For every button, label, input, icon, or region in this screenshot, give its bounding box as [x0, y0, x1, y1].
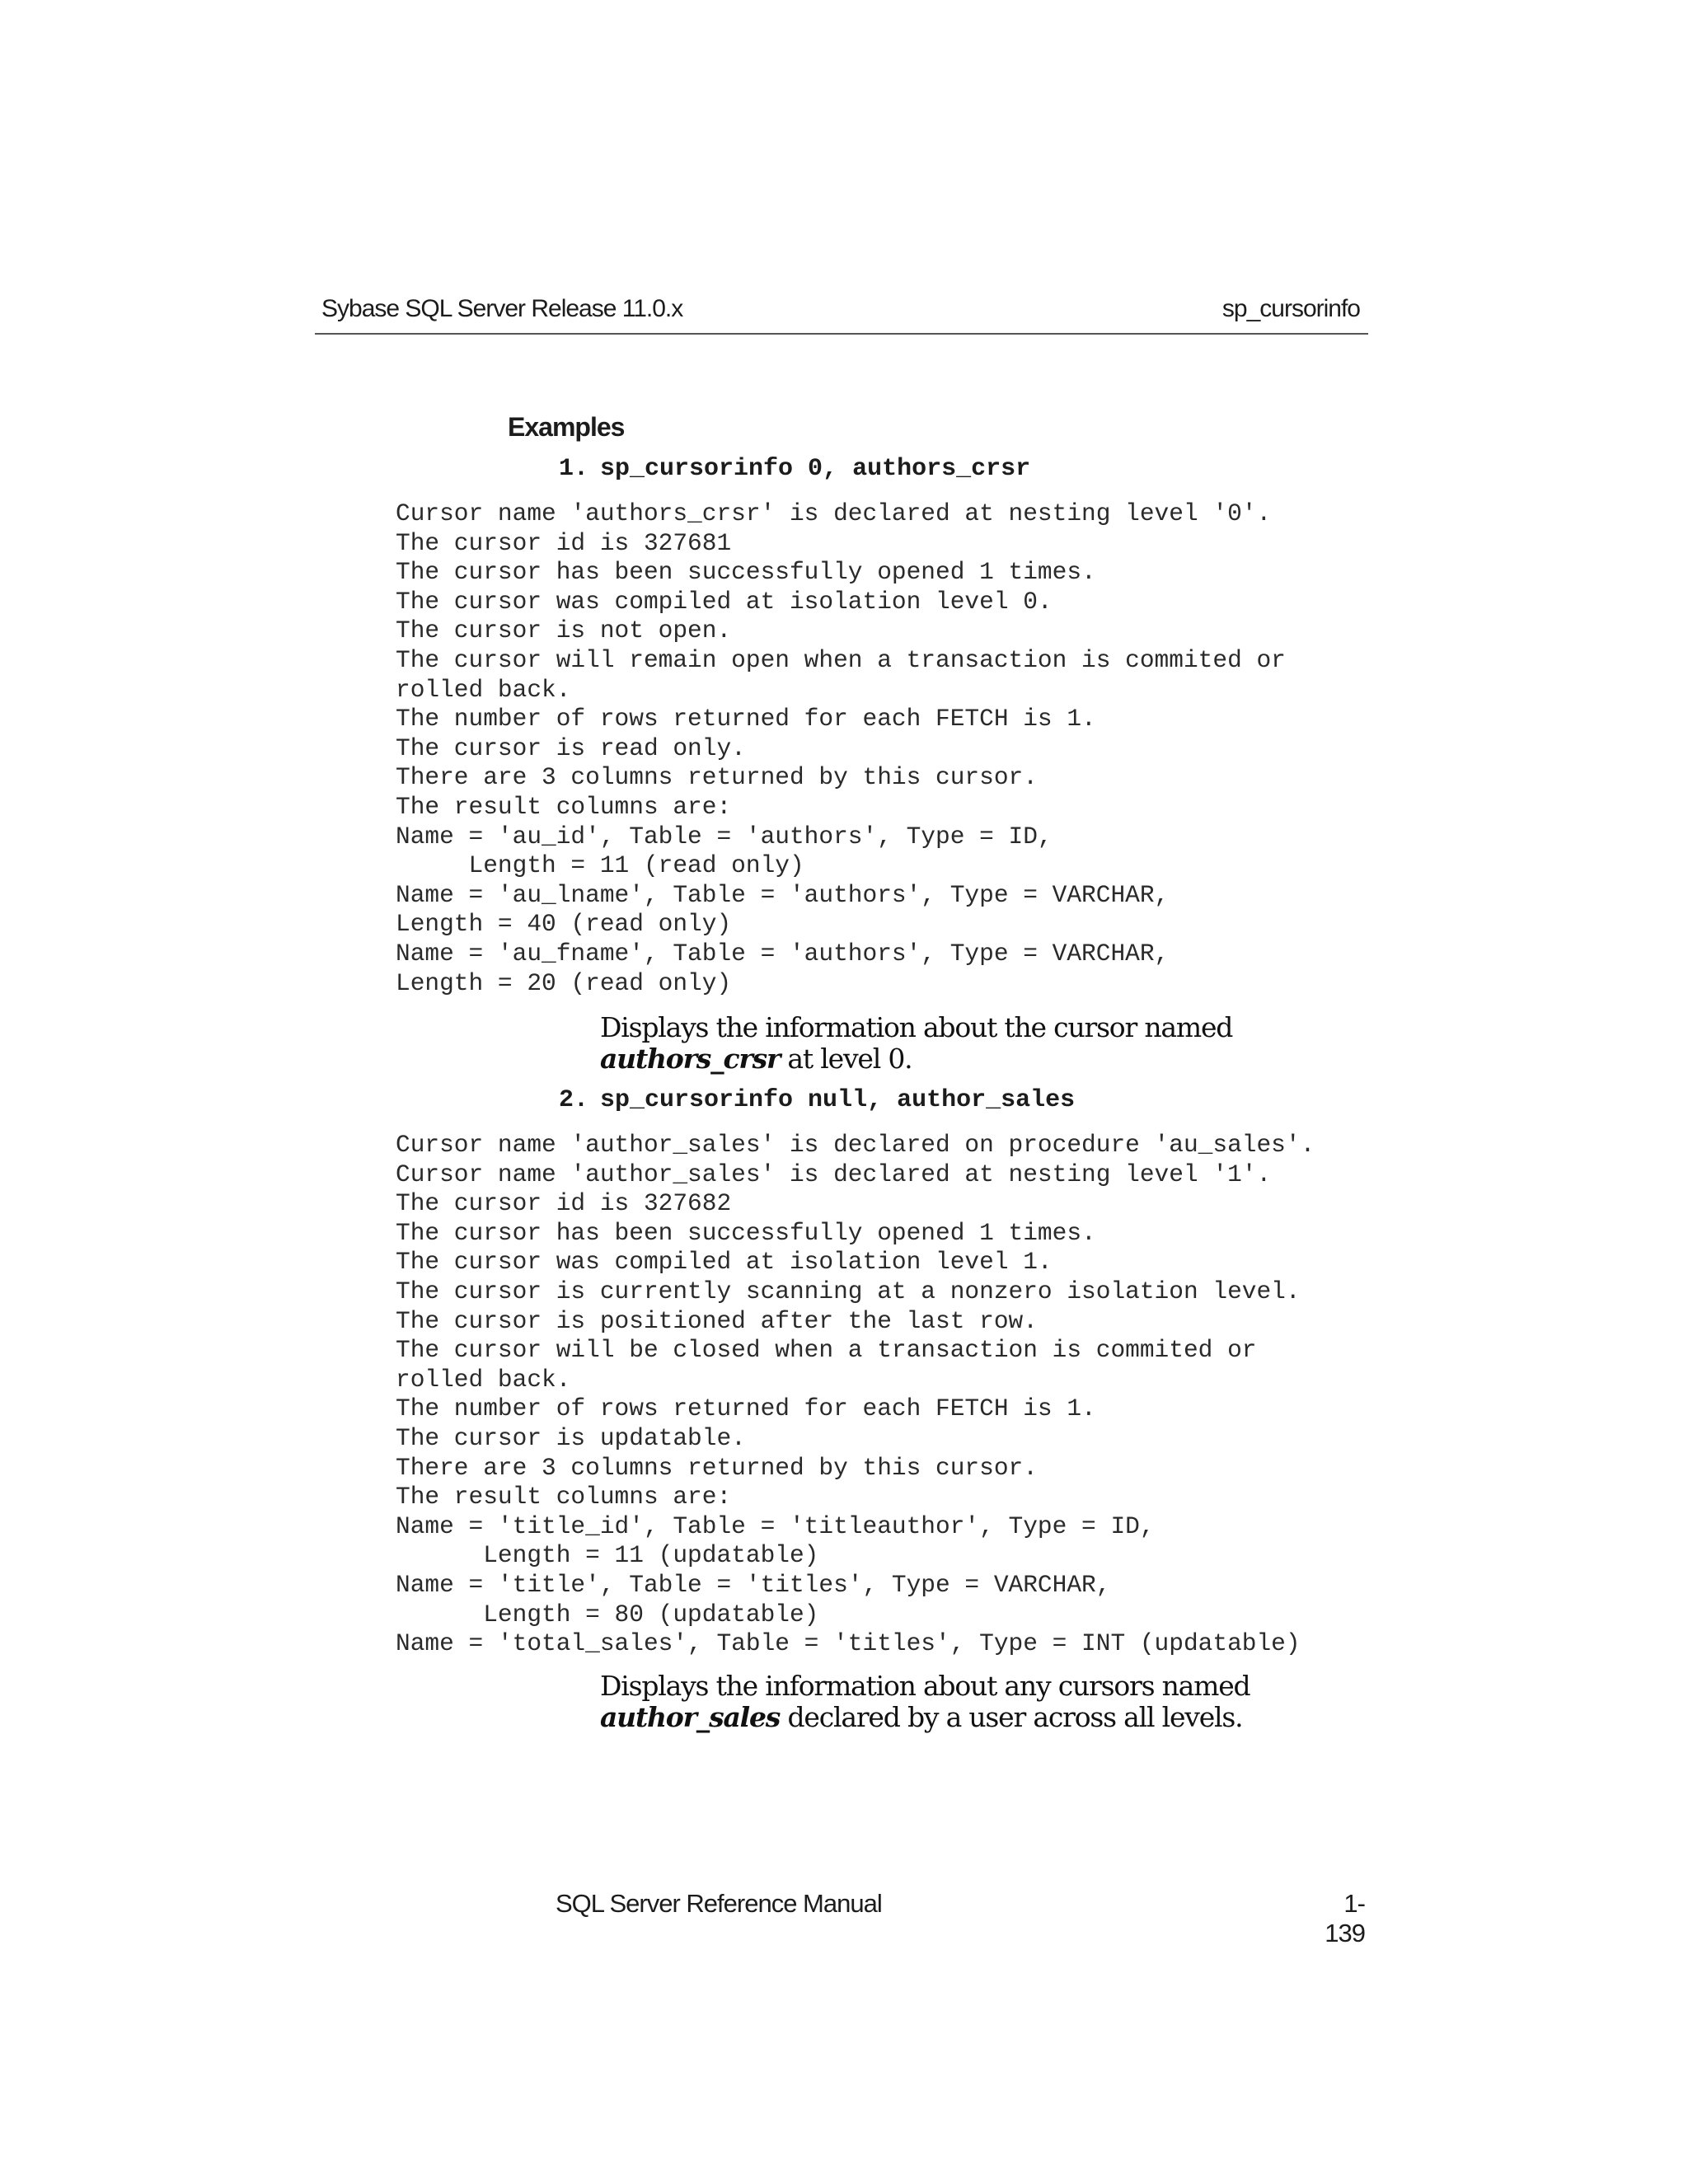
- cursor-name-emphasis: authors_crsr: [600, 1043, 781, 1075]
- command-text: sp_cursorinfo 0, authors_crsr: [600, 455, 1031, 483]
- cursor-name-emphasis: author_sales: [600, 1701, 781, 1733]
- example-1-description: Displays the information about the cursor named authors_crsr at level 0.: [600, 1011, 1233, 1075]
- example-2-command: [559, 1086, 1075, 1114]
- example-number: 1.: [559, 455, 589, 483]
- header-topic-title: sp_cursorinfo: [1221, 295, 1360, 322]
- footer-page-number: 1-139: [1325, 1889, 1365, 1947]
- example-number: 2.: [559, 1086, 589, 1114]
- section-heading: Examples: [508, 412, 625, 442]
- example-2-output: Cursor name 'author_sales' is declared on procedure 'au_sales'. Cursor name 'author_sales' is declared at nesting level '1'. The cursor id is 327682 The cursor has been successfully opened 1 times. The cursor was compiled at isolation level 1. The cursor is currently scanning at a nonzero isolation level. The cursor is positioned after the last row. The cursor will be closed when a transaction is commited or rolled back. The number of rows returned for each FETCH is 1. The cursor is updatable. There are 3 columns returned by this cursor. The result columns are: Name = 'title_id', Table = 'titleauthor', Type = ID, Length = 11 (updatable) Name = 'title', Table = 'titles', Type = VARCHAR, Length = 80 (updatable) Name = 'total_sales', Table = 'titles', Type = INT (updatable): [396, 1131, 1315, 1658]
- example-1-output: Cursor name 'authors_crsr' is declared at nesting level '0'. The cursor id is 327681 The cursor has been successfully opened 1 times. The cursor was compiled at isolation level 0. The cursor is not open. The cursor will remain open when a transaction is commited or rolled back. The number of rows returned for each FETCH is 1. The cursor is read only. There are 3 columns returned by this cursor. The result columns are: Name = 'au_id', Table = 'authors', Type = ID, Length = 11 (read only) Name = 'au_lname', Table = 'authors', Type = VARCHAR, Length = 40 (read only) Name = 'au_fname', Table = 'authors', Type = VARCHAR, Length = 20 (read only): [396, 499, 1286, 997]
- example-2-description: Displays the information about any cursors named author_sales declared by a user across all levels.: [600, 1670, 1250, 1733]
- command-text: sp_cursorinfo null, author_sales: [600, 1086, 1076, 1114]
- footer-manual-title: SQL Server Reference Manual: [556, 1889, 882, 1918]
- header-product-title: Sybase SQL Server Release 11.0.x: [321, 295, 683, 322]
- example-1-command: [559, 455, 1030, 483]
- running-header: [315, 290, 1368, 335]
